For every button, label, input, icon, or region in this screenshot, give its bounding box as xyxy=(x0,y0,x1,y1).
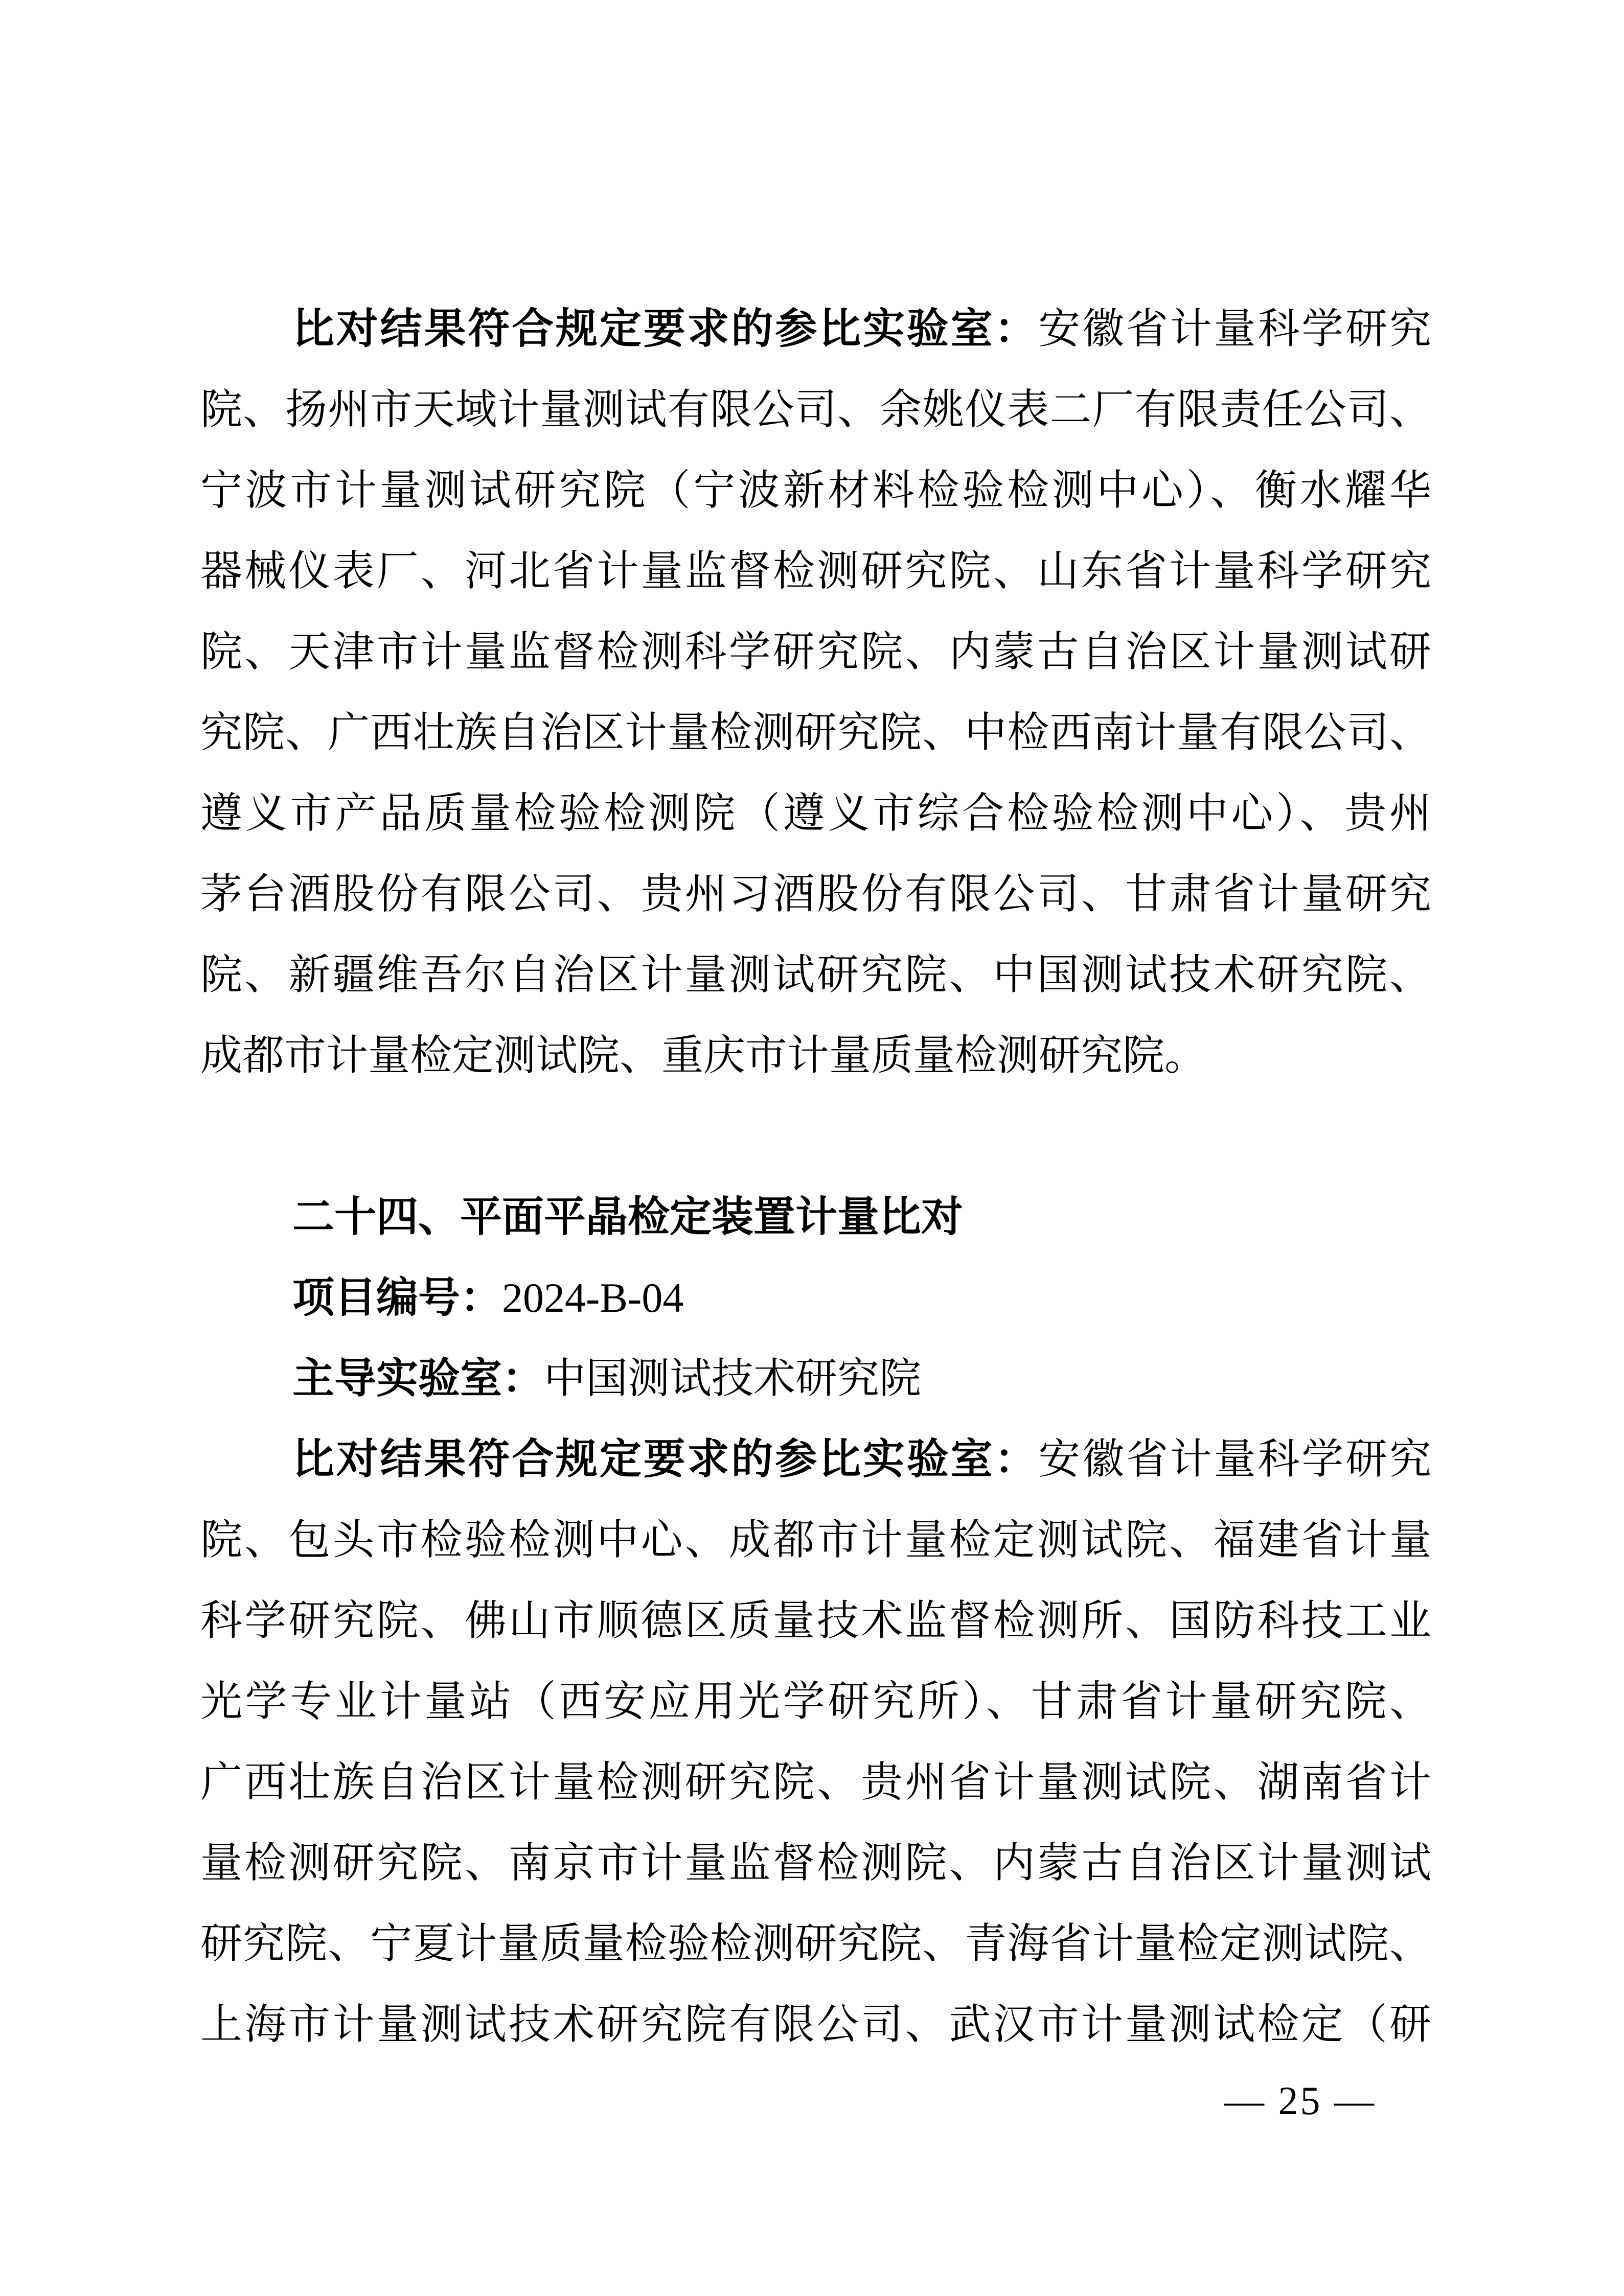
para-bottom-line-3: 科学研究院、佛山市顺德区质量技术监督检测所、国防科技工业 xyxy=(200,1597,1431,1644)
para-bottom-line-5: 广西壮族自治区计量检测研究院、贵州省计量测试院、湖南省计 xyxy=(200,1759,1431,1805)
para-top-line-9: 院、新疆维吾尔自治区计量测试研究院、中国测试技术研究院、 xyxy=(200,952,1431,998)
project-number-value: 2024-B-04 xyxy=(502,1274,684,1321)
para-top-line-5: 院、天津市计量监督检测科学研究院、内蒙古自治区计量测试研 xyxy=(200,629,1431,675)
para-top-lead-bold: 比对结果符合规定要求的参比实验室： xyxy=(292,306,1039,352)
para-top-line-7: 遵义市产品质量检验检测院（遵义市综合检验检测中心）、贵州 xyxy=(200,790,1431,837)
lead-lab-value: 中国测试技术研究院 xyxy=(544,1355,922,1402)
para-bottom-line-4: 光学专业计量站（西安应用光学研究所）、甘肃省计量研究院、 xyxy=(200,1678,1431,1725)
lead-lab-label: 主导实验室： xyxy=(292,1355,544,1402)
para-bottom-line-6: 量检测研究院、南京市计量监督检测院、内蒙古自治区计量测试 xyxy=(200,1840,1431,1886)
para-bottom-line-7: 研究院、宁夏计量质量检验检测研究院、青海省计量检定测试院、 xyxy=(200,1920,1431,1967)
para-top-line-4: 器械仪表厂、河北省计量监督检测研究院、山东省计量科学研究 xyxy=(200,548,1431,594)
document-body xyxy=(200,289,1431,2065)
para-top-line-6: 究院、广西壮族自治区计量检测研究院、中检西南计量有限公司、 xyxy=(200,709,1431,756)
para-top-lead-rest: 安徽省计量科学研究 xyxy=(1038,306,1431,352)
para-bottom-line-1 xyxy=(200,1419,1431,1500)
para-top-line-10: 成都市计量检定测试院、重庆市计量质量检测研究院。 xyxy=(200,1032,1207,1079)
para-top-line-1 xyxy=(200,289,1431,369)
para-bottom-line-8: 上海市计量测试技术研究院有限公司、武汉市计量测试检定（研 xyxy=(200,2001,1431,2048)
para-top-line-8: 茅台酒股份有限公司、贵州习酒股份有限公司、甘肃省计量研究 xyxy=(200,871,1431,917)
page-number: — 25 — xyxy=(1224,2078,1376,2123)
para-bottom-line-2: 院、包头市检验检测中心、成都市计量检定测试院、福建省计量 xyxy=(200,1517,1431,1563)
project-number-line xyxy=(200,1258,1431,1338)
para-top-line-2: 院、扬州市天域计量测试有限公司、余姚仪表二厂有限责任公司、 xyxy=(200,386,1431,433)
blank-line xyxy=(200,1096,1431,1177)
para-bottom-lead-bold: 比对结果符合规定要求的参比实验室： xyxy=(292,1436,1039,1482)
project-number-label: 项目编号： xyxy=(292,1274,502,1321)
para-bottom-lead-rest: 安徽省计量科学研究 xyxy=(1038,1436,1431,1482)
lead-lab-line xyxy=(200,1338,1431,1419)
section-heading: 二十四、平面平晶检定装置计量比对 xyxy=(292,1194,964,1240)
para-top-line-3: 宁波市计量测试研究院（宁波新材料检验检测中心）、衡水耀华 xyxy=(200,467,1431,514)
